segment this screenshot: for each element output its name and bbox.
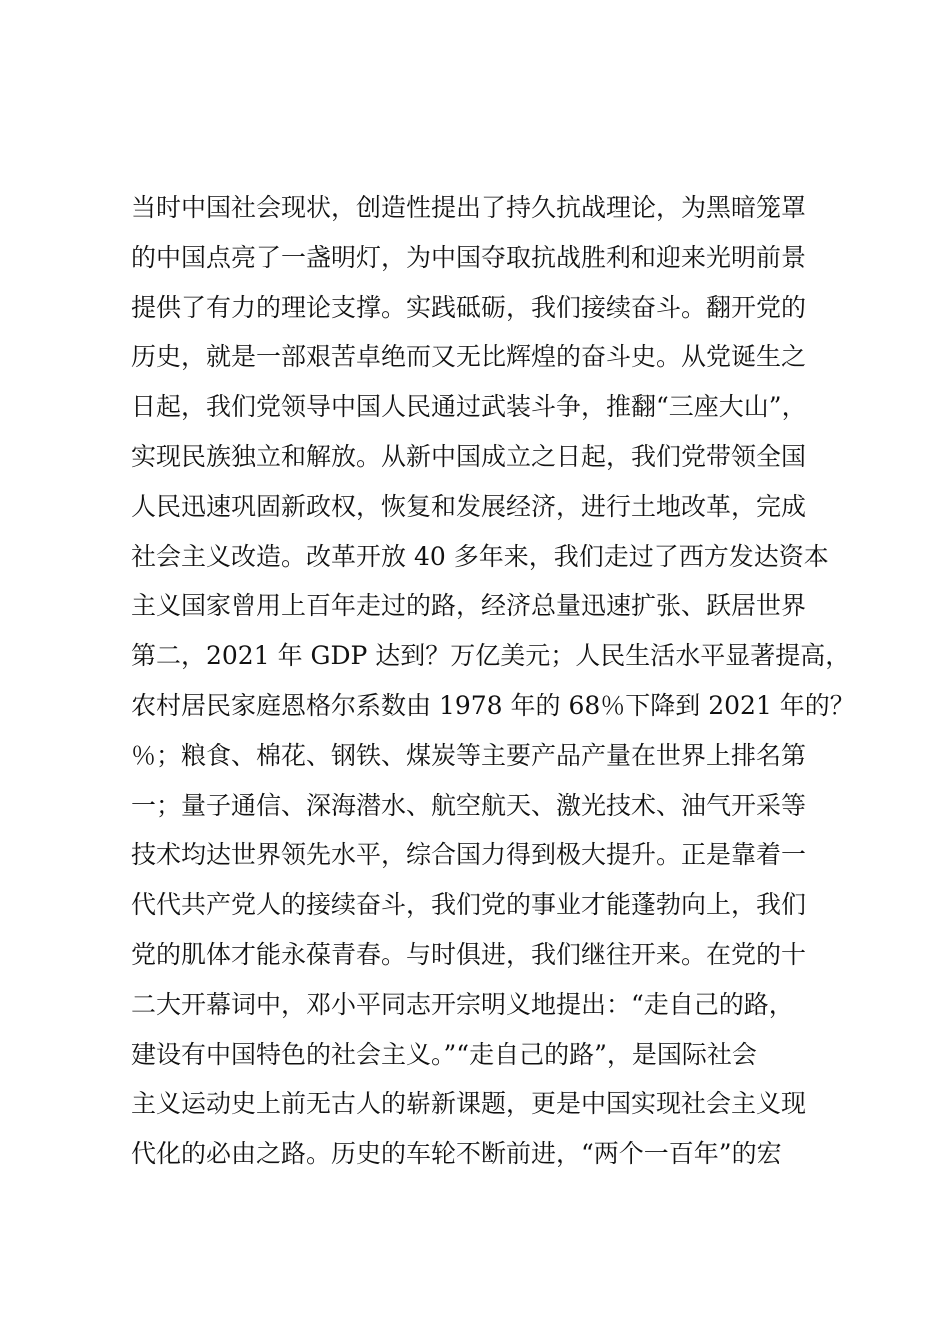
text-line: 代代共产党人的接续奋斗，我们党的事业才能蓬勃向上，我们: [131, 890, 807, 920]
text-line: 技术均达世界领先水平，综合国力得到极大提升。正是靠着一: [131, 840, 807, 870]
text-line: 当时中国社会现状，创造性提出了持久抗战理论，为黑暗笼罩: [131, 193, 807, 222]
text-line: 实现民族独立和解放。从新中国成立之日起，我们党带领全国: [131, 441, 807, 471]
text-line: 主义运动史上前无古人的崭新课题，更是中国实现社会主义现: [131, 1089, 807, 1119]
text-line: 二大开幕词中，邓小平同志开宗明义地提出：“走自己的路，: [131, 989, 794, 1019]
text-line: 的中国点亮了一盏明灯，为中国夺取抗战胜利和迎来光明前景: [131, 242, 807, 272]
text-line: 社会主义改造。改革开放 40 多年来，我们走过了西方发达资本: [131, 541, 829, 571]
text-line: 日起，我们党领导中国人民通过武装斗争，推翻“三座大山”，: [131, 392, 807, 422]
text-line: 建设有中国特色的社会主义。”“走自己的路”，是国际社会: [131, 1039, 757, 1069]
text-line: 主义国家曾用上百年走过的路，经济总量迅速扩张、跃居世界: [131, 591, 807, 621]
text-line: ％；粮食、棉花、钢铁、煤炭等主要产品产量在世界上排名第: [131, 740, 807, 770]
text-line: 人民迅速巩固新政权，恢复和发展经济，进行土地改革，完成: [131, 491, 807, 521]
body-text: [131, 183, 855, 1179]
text-line: 代化的必由之路。历史的车轮不断前进，“两个一百年”的宏: [131, 1139, 782, 1169]
text-line: 提供了有力的理论支撑。实践砥砺，我们接续奋斗。翻开党的: [131, 292, 807, 322]
text-line: 一；量子通信、深海潜水、航空航天、激光技术、油气开采等: [131, 790, 807, 820]
text-line: 党的肌体才能永葆青春。与时俱进，我们继往开来。在党的十: [131, 939, 807, 969]
text-line: 农村居民家庭恩格尔系数由 1978 年的 68％下降到 2021 年的？: [131, 690, 855, 720]
text-line: 历史，就是一部艰苦卓绝而又无比辉煌的奋斗史。从党诞生之: [131, 342, 807, 372]
text-line: 第二，2021 年 GDP 达到？万亿美元；人民生活水平显著提高，: [131, 641, 851, 671]
